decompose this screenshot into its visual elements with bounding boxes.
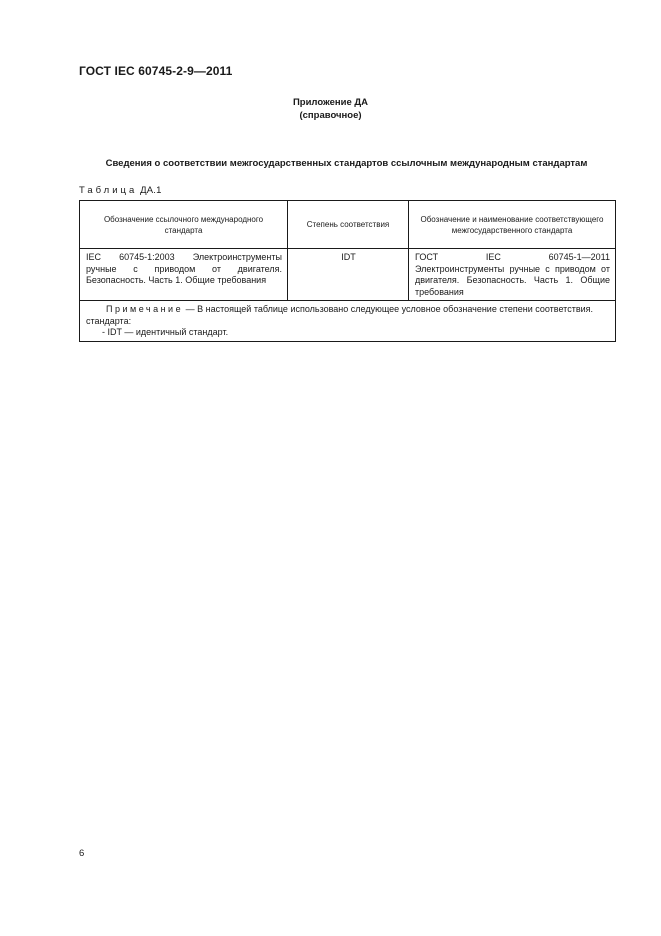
table-row: [80, 249, 616, 301]
document-code: ГОСТ IEC 60745-2-9—2011: [79, 64, 233, 78]
note-text: [86, 304, 610, 327]
table-caption: [79, 185, 162, 196]
table-caption-word: Таблица: [79, 185, 138, 196]
cell-degree: IDT: [288, 249, 409, 301]
annex-title: Приложение ДА: [292, 97, 369, 108]
header-reference-standard: Обозначение ссылочного международного стандарта: [80, 201, 288, 249]
header-degree: Степень соответствия: [288, 201, 409, 249]
correspondence-table: [79, 200, 616, 342]
table-caption-number: ДА.1: [140, 185, 162, 196]
note-list-item: - IDT — идентичный стандарт.: [102, 327, 229, 337]
note-body: — В настоящей таблице использовано следующее условное обозначение степени соответствия. стандарта:: [86, 304, 593, 326]
table-header-row: [80, 201, 616, 249]
annex-subtitle: (справочное): [299, 110, 362, 121]
header-interstate-standard: Обозначение и наименование соответствующего межгосударственного стандарта: [409, 201, 616, 249]
table-note: [80, 301, 616, 342]
cell-interstate-standard: ГОСТ IEC 60745-1—2011 Электроинструменты ручные с приводом от двигателя. Безопасность. Часть 1. Общие требования: [409, 249, 616, 301]
page-number: 6: [79, 848, 85, 859]
note-label: Примечание: [106, 304, 184, 314]
table-note-row: [80, 301, 616, 342]
cell-reference-standard: IEC 60745-1:2003 Электроинструменты ручные с приводом от двигателя. Безопасность. Часть 1. Общие требования: [80, 249, 288, 301]
section-heading: Сведения о соответствии межгосударственных стандартов ссылочным международным стандартам: [105, 158, 588, 169]
